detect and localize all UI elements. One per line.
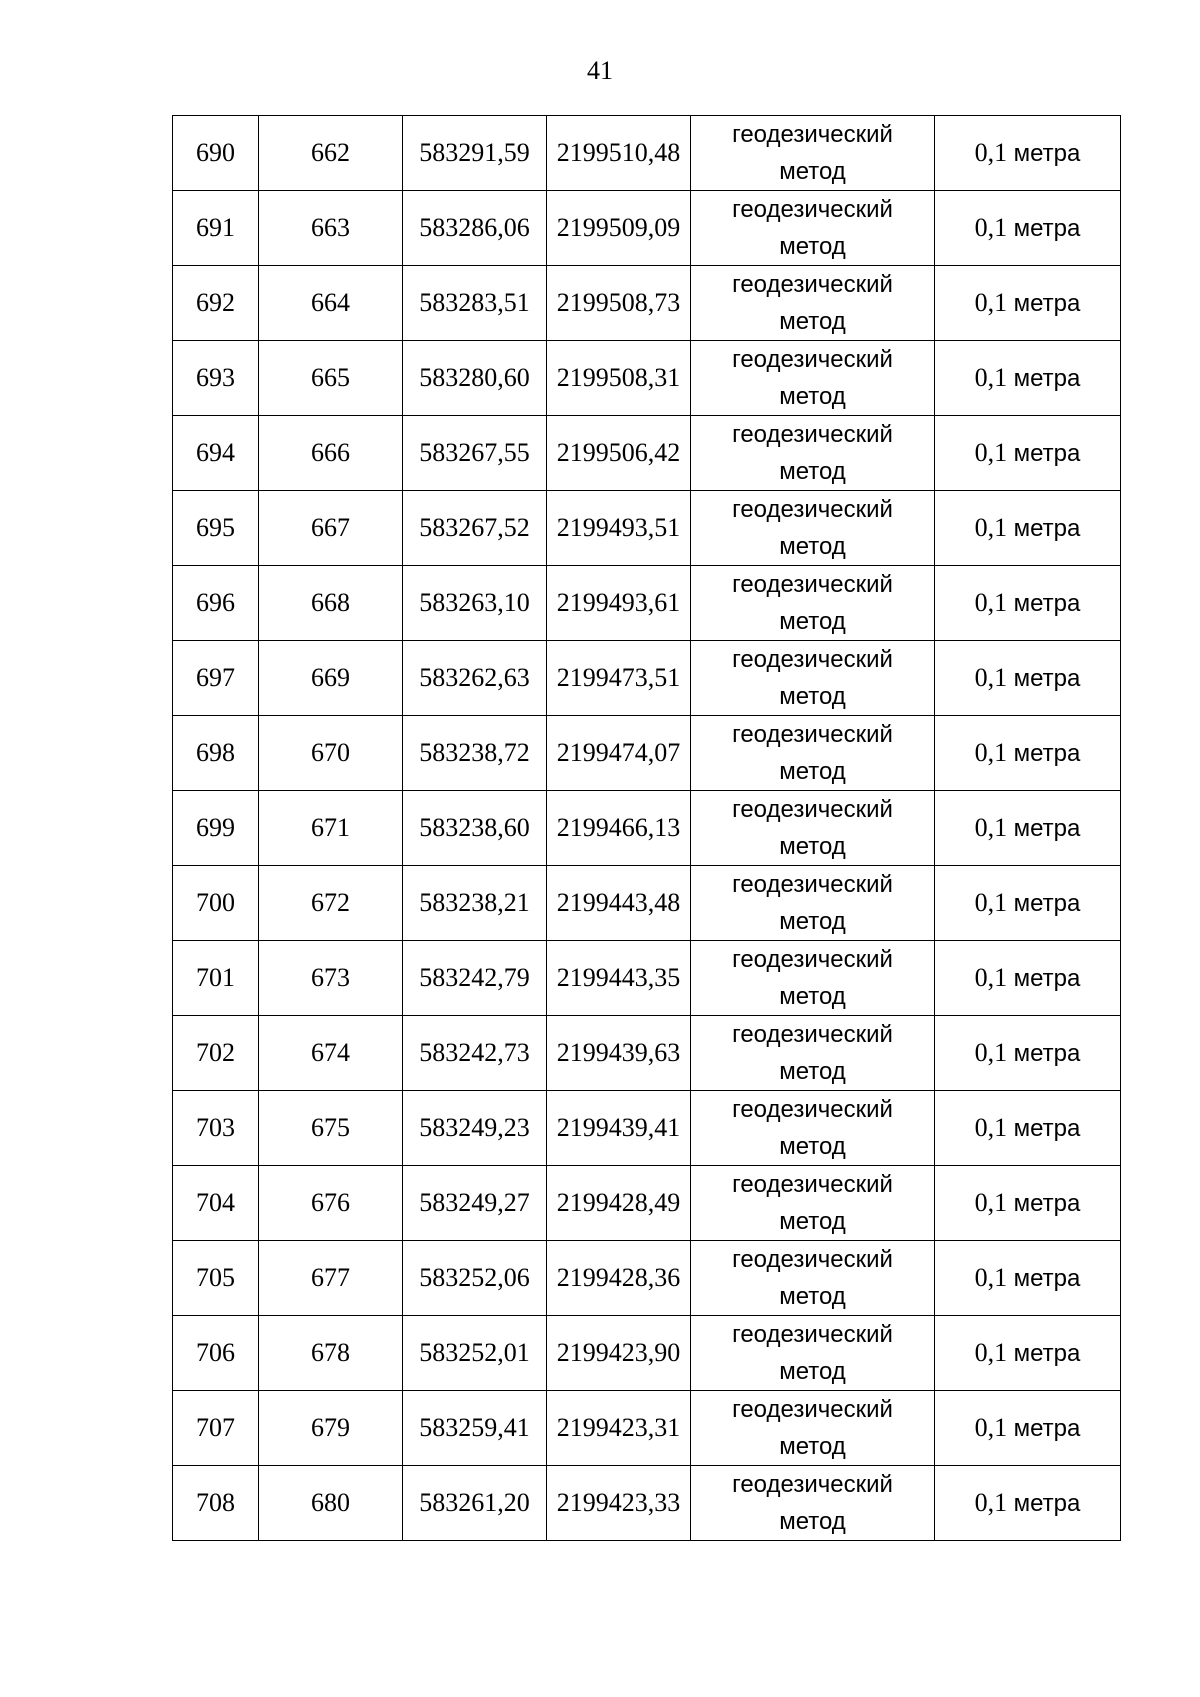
method-line-1: геодезический — [732, 271, 893, 298]
accuracy-unit: метра — [1013, 964, 1081, 992]
table-row — [173, 1016, 1121, 1091]
cell-accuracy — [935, 566, 1121, 641]
cell-accuracy — [935, 1391, 1121, 1466]
method-line-1: геодезический — [732, 1246, 893, 1273]
cell-reference-number: 675 — [259, 1091, 403, 1166]
cell-method — [691, 866, 935, 941]
cell-x-coordinate: 583261,20 — [403, 1466, 547, 1541]
coordinates-table — [172, 115, 1121, 1541]
method-line-2: метод — [779, 1283, 846, 1310]
table-row — [173, 266, 1121, 341]
cell-point-number: 696 — [173, 566, 259, 641]
cell-accuracy — [935, 1241, 1121, 1316]
cell-accuracy — [935, 416, 1121, 491]
cell-accuracy — [935, 1466, 1121, 1541]
accuracy-unit: метра — [1013, 289, 1081, 317]
method-line-2: метод — [779, 533, 846, 560]
cell-y-coordinate: 2199493,51 — [547, 491, 691, 566]
cell-point-number: 697 — [173, 641, 259, 716]
table-body — [173, 116, 1121, 1541]
accuracy-value: 0,1 — [974, 1037, 1008, 1067]
cell-y-coordinate: 2199439,41 — [547, 1091, 691, 1166]
cell-y-coordinate: 2199508,31 — [547, 341, 691, 416]
cell-x-coordinate: 583262,63 — [403, 641, 547, 716]
accuracy-value: 0,1 — [974, 587, 1008, 617]
method-line-1: геодезический — [732, 571, 893, 598]
cell-accuracy — [935, 266, 1121, 341]
cell-y-coordinate: 2199508,73 — [547, 266, 691, 341]
cell-method — [691, 941, 935, 1016]
accuracy-unit: метра — [1013, 1489, 1081, 1517]
cell-accuracy — [935, 866, 1121, 941]
cell-reference-number: 679 — [259, 1391, 403, 1466]
cell-method — [691, 1316, 935, 1391]
table-row — [173, 941, 1121, 1016]
cell-y-coordinate: 2199506,42 — [547, 416, 691, 491]
table-row — [173, 491, 1121, 566]
method-line-1: геодезический — [732, 346, 893, 373]
cell-accuracy — [935, 716, 1121, 791]
accuracy-value: 0,1 — [974, 962, 1008, 992]
cell-method — [691, 1241, 935, 1316]
cell-method — [691, 1466, 935, 1541]
cell-reference-number: 671 — [259, 791, 403, 866]
accuracy-value: 0,1 — [974, 1187, 1008, 1217]
method-line-2: метод — [779, 383, 846, 410]
accuracy-value: 0,1 — [974, 512, 1008, 542]
cell-y-coordinate: 2199466,13 — [547, 791, 691, 866]
cell-accuracy — [935, 1316, 1121, 1391]
cell-x-coordinate: 583249,23 — [403, 1091, 547, 1166]
cell-reference-number: 665 — [259, 341, 403, 416]
method-line-1: геодезический — [732, 1396, 893, 1423]
table-row — [173, 191, 1121, 266]
cell-x-coordinate: 583283,51 — [403, 266, 547, 341]
cell-reference-number: 677 — [259, 1241, 403, 1316]
cell-point-number: 693 — [173, 341, 259, 416]
cell-accuracy — [935, 1166, 1121, 1241]
cell-point-number: 701 — [173, 941, 259, 1016]
accuracy-unit: метра — [1013, 589, 1081, 617]
method-line-2: метод — [779, 458, 846, 485]
table-row — [173, 416, 1121, 491]
accuracy-unit: метра — [1013, 1414, 1081, 1442]
cell-method — [691, 1016, 935, 1091]
cell-y-coordinate: 2199423,33 — [547, 1466, 691, 1541]
method-line-2: метод — [779, 1133, 846, 1160]
cell-accuracy — [935, 941, 1121, 1016]
table-row — [173, 716, 1121, 791]
cell-x-coordinate: 583242,73 — [403, 1016, 547, 1091]
cell-point-number: 690 — [173, 116, 259, 191]
method-line-1: геодезический — [732, 796, 893, 823]
table-row — [173, 116, 1121, 191]
method-line-2: метод — [779, 608, 846, 635]
cell-point-number: 691 — [173, 191, 259, 266]
accuracy-unit: метра — [1013, 1339, 1081, 1367]
cell-y-coordinate: 2199423,31 — [547, 1391, 691, 1466]
method-line-1: геодезический — [732, 646, 893, 673]
cell-accuracy — [935, 1091, 1121, 1166]
accuracy-unit: метра — [1013, 364, 1081, 392]
cell-reference-number: 663 — [259, 191, 403, 266]
cell-y-coordinate: 2199510,48 — [547, 116, 691, 191]
method-line-1: геодезический — [732, 946, 893, 973]
cell-method — [691, 341, 935, 416]
accuracy-value: 0,1 — [974, 437, 1008, 467]
accuracy-value: 0,1 — [974, 1337, 1008, 1367]
cell-x-coordinate: 583267,52 — [403, 491, 547, 566]
cell-x-coordinate: 583238,21 — [403, 866, 547, 941]
cell-reference-number: 670 — [259, 716, 403, 791]
cell-point-number: 699 — [173, 791, 259, 866]
cell-point-number: 698 — [173, 716, 259, 791]
accuracy-value: 0,1 — [974, 1112, 1008, 1142]
cell-y-coordinate: 2199428,49 — [547, 1166, 691, 1241]
cell-point-number: 707 — [173, 1391, 259, 1466]
cell-x-coordinate: 583280,60 — [403, 341, 547, 416]
page-number: 41 — [587, 56, 613, 85]
accuracy-value: 0,1 — [974, 662, 1008, 692]
table-row — [173, 341, 1121, 416]
cell-x-coordinate: 583249,27 — [403, 1166, 547, 1241]
cell-point-number: 708 — [173, 1466, 259, 1541]
cell-y-coordinate: 2199439,63 — [547, 1016, 691, 1091]
cell-x-coordinate: 583238,60 — [403, 791, 547, 866]
cell-reference-number: 672 — [259, 866, 403, 941]
accuracy-value: 0,1 — [974, 812, 1008, 842]
method-line-1: геодезический — [732, 721, 893, 748]
table-row — [173, 1166, 1121, 1241]
cell-x-coordinate: 583242,79 — [403, 941, 547, 1016]
method-line-1: геодезический — [732, 1021, 893, 1048]
cell-method — [691, 1391, 935, 1466]
cell-accuracy — [935, 116, 1121, 191]
accuracy-value: 0,1 — [974, 212, 1008, 242]
accuracy-value: 0,1 — [974, 137, 1008, 167]
cell-x-coordinate: 583252,06 — [403, 1241, 547, 1316]
accuracy-unit: метра — [1013, 1189, 1081, 1217]
cell-point-number: 694 — [173, 416, 259, 491]
table-row — [173, 791, 1121, 866]
accuracy-unit: метра — [1013, 664, 1081, 692]
cell-y-coordinate: 2199473,51 — [547, 641, 691, 716]
table-row — [173, 1241, 1121, 1316]
cell-method — [691, 641, 935, 716]
cell-method — [691, 416, 935, 491]
method-line-2: метод — [779, 1058, 846, 1085]
cell-reference-number: 680 — [259, 1466, 403, 1541]
cell-reference-number: 678 — [259, 1316, 403, 1391]
cell-point-number: 706 — [173, 1316, 259, 1391]
method-line-2: метод — [779, 833, 846, 860]
cell-accuracy — [935, 191, 1121, 266]
cell-y-coordinate: 2199443,48 — [547, 866, 691, 941]
method-line-2: метод — [779, 1358, 846, 1385]
cell-point-number: 703 — [173, 1091, 259, 1166]
method-line-1: геодезический — [732, 1171, 893, 1198]
method-line-1: геодезический — [732, 1096, 893, 1123]
cell-method — [691, 491, 935, 566]
accuracy-value: 0,1 — [974, 1412, 1008, 1442]
cell-accuracy — [935, 791, 1121, 866]
cell-y-coordinate: 2199509,09 — [547, 191, 691, 266]
cell-x-coordinate: 583263,10 — [403, 566, 547, 641]
cell-x-coordinate: 583252,01 — [403, 1316, 547, 1391]
cell-method — [691, 791, 935, 866]
method-line-1: геодезический — [732, 496, 893, 523]
method-line-2: метод — [779, 1208, 846, 1235]
accuracy-value: 0,1 — [974, 287, 1008, 317]
method-line-1: геодезический — [732, 1471, 893, 1498]
cell-point-number: 702 — [173, 1016, 259, 1091]
cell-point-number: 692 — [173, 266, 259, 341]
cell-x-coordinate: 583291,59 — [403, 116, 547, 191]
cell-x-coordinate: 583267,55 — [403, 416, 547, 491]
cell-y-coordinate: 2199443,35 — [547, 941, 691, 1016]
accuracy-unit: метра — [1013, 1039, 1081, 1067]
method-line-2: метод — [779, 758, 846, 785]
method-line-2: метод — [779, 1508, 846, 1535]
table-row — [173, 1091, 1121, 1166]
table-row — [173, 866, 1121, 941]
cell-point-number: 705 — [173, 1241, 259, 1316]
cell-reference-number: 669 — [259, 641, 403, 716]
method-line-1: геодезический — [732, 121, 893, 148]
table-row — [173, 1391, 1121, 1466]
cell-method — [691, 116, 935, 191]
cell-method — [691, 191, 935, 266]
accuracy-value: 0,1 — [974, 362, 1008, 392]
cell-y-coordinate: 2199493,61 — [547, 566, 691, 641]
accuracy-value: 0,1 — [974, 887, 1008, 917]
table-row — [173, 566, 1121, 641]
cell-accuracy — [935, 641, 1121, 716]
accuracy-value: 0,1 — [974, 1262, 1008, 1292]
cell-reference-number: 676 — [259, 1166, 403, 1241]
cell-reference-number: 673 — [259, 941, 403, 1016]
cell-point-number: 704 — [173, 1166, 259, 1241]
accuracy-unit: метра — [1013, 514, 1081, 542]
method-line-2: метод — [779, 158, 846, 185]
method-line-1: геодезический — [732, 1321, 893, 1348]
cell-accuracy — [935, 491, 1121, 566]
cell-accuracy — [935, 1016, 1121, 1091]
table-row — [173, 641, 1121, 716]
method-line-1: геодезический — [732, 421, 893, 448]
cell-method — [691, 1166, 935, 1241]
cell-point-number: 695 — [173, 491, 259, 566]
accuracy-unit: метра — [1013, 1114, 1081, 1142]
accuracy-unit: метра — [1013, 814, 1081, 842]
table-row — [173, 1466, 1121, 1541]
cell-x-coordinate: 583259,41 — [403, 1391, 547, 1466]
method-line-1: геодезический — [732, 871, 893, 898]
table-row — [173, 1316, 1121, 1391]
method-line-1: геодезический — [732, 196, 893, 223]
accuracy-unit: метра — [1013, 739, 1081, 767]
cell-y-coordinate: 2199474,07 — [547, 716, 691, 791]
accuracy-unit: метра — [1013, 139, 1081, 167]
cell-reference-number: 662 — [259, 116, 403, 191]
accuracy-unit: метра — [1013, 214, 1081, 242]
accuracy-unit: метра — [1013, 1264, 1081, 1292]
cell-reference-number: 667 — [259, 491, 403, 566]
method-line-2: метод — [779, 683, 846, 710]
method-line-2: метод — [779, 233, 846, 260]
cell-point-number: 700 — [173, 866, 259, 941]
cell-accuracy — [935, 341, 1121, 416]
cell-reference-number: 664 — [259, 266, 403, 341]
cell-reference-number: 668 — [259, 566, 403, 641]
cell-x-coordinate: 583238,72 — [403, 716, 547, 791]
cell-x-coordinate: 583286,06 — [403, 191, 547, 266]
accuracy-unit: метра — [1013, 889, 1081, 917]
cell-y-coordinate: 2199428,36 — [547, 1241, 691, 1316]
method-line-2: метод — [779, 983, 846, 1010]
method-line-2: метод — [779, 908, 846, 935]
cell-method — [691, 1091, 935, 1166]
cell-reference-number: 674 — [259, 1016, 403, 1091]
cell-method — [691, 266, 935, 341]
cell-method — [691, 566, 935, 641]
method-line-2: метод — [779, 308, 846, 335]
accuracy-value: 0,1 — [974, 1487, 1008, 1517]
cell-y-coordinate: 2199423,90 — [547, 1316, 691, 1391]
method-line-2: метод — [779, 1433, 846, 1460]
accuracy-unit: метра — [1013, 439, 1081, 467]
cell-method — [691, 716, 935, 791]
accuracy-value: 0,1 — [974, 737, 1008, 767]
cell-reference-number: 666 — [259, 416, 403, 491]
